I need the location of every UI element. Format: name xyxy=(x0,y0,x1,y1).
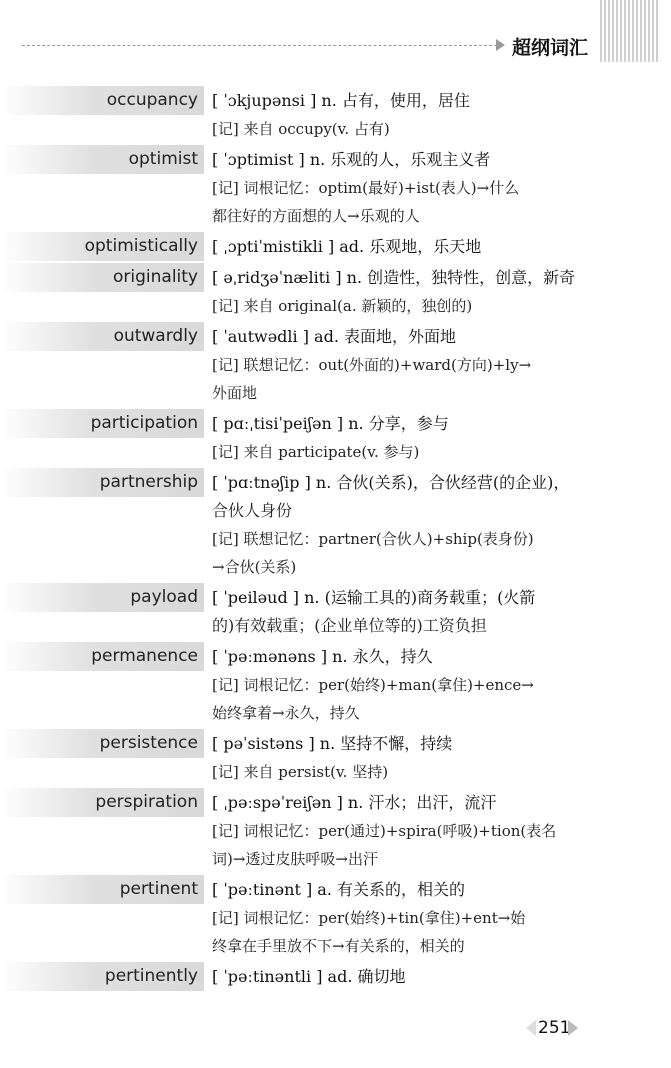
memory-note: [记] 联想记忆：out(外面的)+ward(方向)+ly→ xyxy=(212,356,532,374)
definition-continued: 的)有效载重；(企业单位等的)工资负担 xyxy=(212,616,487,635)
headword: partnership xyxy=(0,468,204,497)
entry-main-line xyxy=(0,962,671,991)
definition: [ ˈɔptimist ] n. 乐观的人，乐观主义者 xyxy=(212,150,491,169)
headword: optimist xyxy=(0,145,204,174)
definition-continued: 合伙人身份 xyxy=(212,501,293,520)
headword: participation xyxy=(0,409,204,438)
vocab-entry xyxy=(0,263,671,320)
memory-note: 外面地 xyxy=(212,384,258,402)
vocab-entry xyxy=(0,409,671,466)
definition: [ ˈautwədli ] ad. 表面地，外面地 xyxy=(212,327,457,346)
memory-note: 始终拿着→永久，持久 xyxy=(212,704,360,722)
memory-note: [记] 来自 persist(v. 坚持) xyxy=(212,763,389,781)
definition: [ ˌɔptiˈmistikli ] ad. 乐观地，乐天地 xyxy=(212,237,482,256)
memory-note: [记] 来自 occupy(v. 占有) xyxy=(212,120,390,138)
memory-note: 终拿在手里放不下→有关系的，相关的 xyxy=(212,937,465,955)
entry-main-line xyxy=(0,263,671,292)
vocab-entry xyxy=(0,86,671,143)
memory-note: [记] 联想记忆：partner(合伙人)+ship(表身份) xyxy=(212,530,534,548)
headword: pertinently xyxy=(0,962,204,991)
header-dashed-rule xyxy=(22,45,502,46)
definition: [ pəˈsistəns ] n. 坚持不懈，持续 xyxy=(212,734,453,753)
memory-note: [记] 来自 original(a. 新颖的，独创的) xyxy=(212,297,473,315)
headword: originality xyxy=(0,263,204,292)
vocab-entry xyxy=(0,468,671,581)
vocab-entry xyxy=(0,145,671,230)
entry-main-line xyxy=(0,145,671,174)
memory-note: [记] 词根记忆：per(始终)+man(拿住)+ence→ xyxy=(212,676,534,694)
page-number-arrow-icon xyxy=(568,1020,578,1036)
entry-main-line xyxy=(0,409,671,438)
headword: persistence xyxy=(0,729,204,758)
headword: permanence xyxy=(0,642,204,671)
memory-note: [记] 词根记忆：optim(最好)+ist(表人)→什么 xyxy=(212,179,520,197)
vocab-entry xyxy=(0,729,671,786)
definition: [ ˈpɑːtnəʃip ] n. 合伙(关系)，合伙经营(的企业)， xyxy=(212,473,570,492)
memory-note: [记] 词根记忆：per(始终)+tin(拿住)+ent→始 xyxy=(212,909,526,927)
headword: perspiration xyxy=(0,788,204,817)
memory-note: 都往好的方面想的人→乐观的人 xyxy=(212,207,420,225)
entry-main-line xyxy=(0,788,671,817)
header-arrow-icon xyxy=(496,39,505,51)
entry-main-line xyxy=(0,322,671,351)
page-number: 251 xyxy=(538,1018,571,1038)
headword: optimistically xyxy=(0,232,204,261)
vocab-entry xyxy=(0,583,671,640)
definition: [ pɑːˌtisiˈpeiʃən ] n. 分享，参与 xyxy=(212,414,449,433)
vocab-entry xyxy=(0,322,671,407)
memory-note: 词)→透过皮肤呼吸→出汗 xyxy=(212,850,378,868)
memory-note: [记] 词根记忆：per(通过)+spira(呼吸)+tion(表名 xyxy=(212,822,557,840)
headword: occupancy xyxy=(0,86,204,115)
vocab-entry xyxy=(0,875,671,960)
entry-main-line xyxy=(0,86,671,115)
entry-main-line xyxy=(0,642,671,671)
entry-main-line xyxy=(0,729,671,758)
definition: [ ˈpəːtinəntli ] ad. 确切地 xyxy=(212,967,406,986)
vocabulary-list xyxy=(0,86,671,993)
entry-main-line xyxy=(0,875,671,904)
vocab-entry xyxy=(0,642,671,727)
definition: [ ˈɔkjupənsi ] n. 占有，使用，居住 xyxy=(212,91,470,110)
headword: outwardly xyxy=(0,322,204,351)
entry-main-line xyxy=(0,468,671,497)
entry-main-line xyxy=(0,232,671,261)
definition: [ ˌpəːspəˈreiʃən ] n. 汗水；出汗，流汗 xyxy=(212,793,497,812)
entry-main-line xyxy=(0,583,671,612)
headword: payload xyxy=(0,583,204,612)
section-title: 超纲词汇 xyxy=(512,37,589,59)
corner-pattern xyxy=(600,0,658,62)
definition: [ ˈpeiləud ] n. (运输工具的)商务载重；(火箭 xyxy=(212,588,536,607)
definition: [ ˈpəːmənəns ] n. 永久，持久 xyxy=(212,647,433,666)
vocab-entry xyxy=(0,962,671,991)
headword: pertinent xyxy=(0,875,204,904)
memory-note: [记] 来自 participate(v. 参与) xyxy=(212,443,420,461)
definition: [ ˈpəːtinənt ] a. 有关系的，相关的 xyxy=(212,880,466,899)
vocab-entry xyxy=(0,232,671,261)
vocab-entry xyxy=(0,788,671,873)
definition: [ əˌridʒəˈnæliti ] n. 创造性，独特性，创意，新奇 xyxy=(212,268,576,287)
memory-note: →合伙(关系) xyxy=(212,558,297,576)
page-header xyxy=(0,0,671,70)
page-number-left-arrow-icon xyxy=(526,1020,536,1036)
